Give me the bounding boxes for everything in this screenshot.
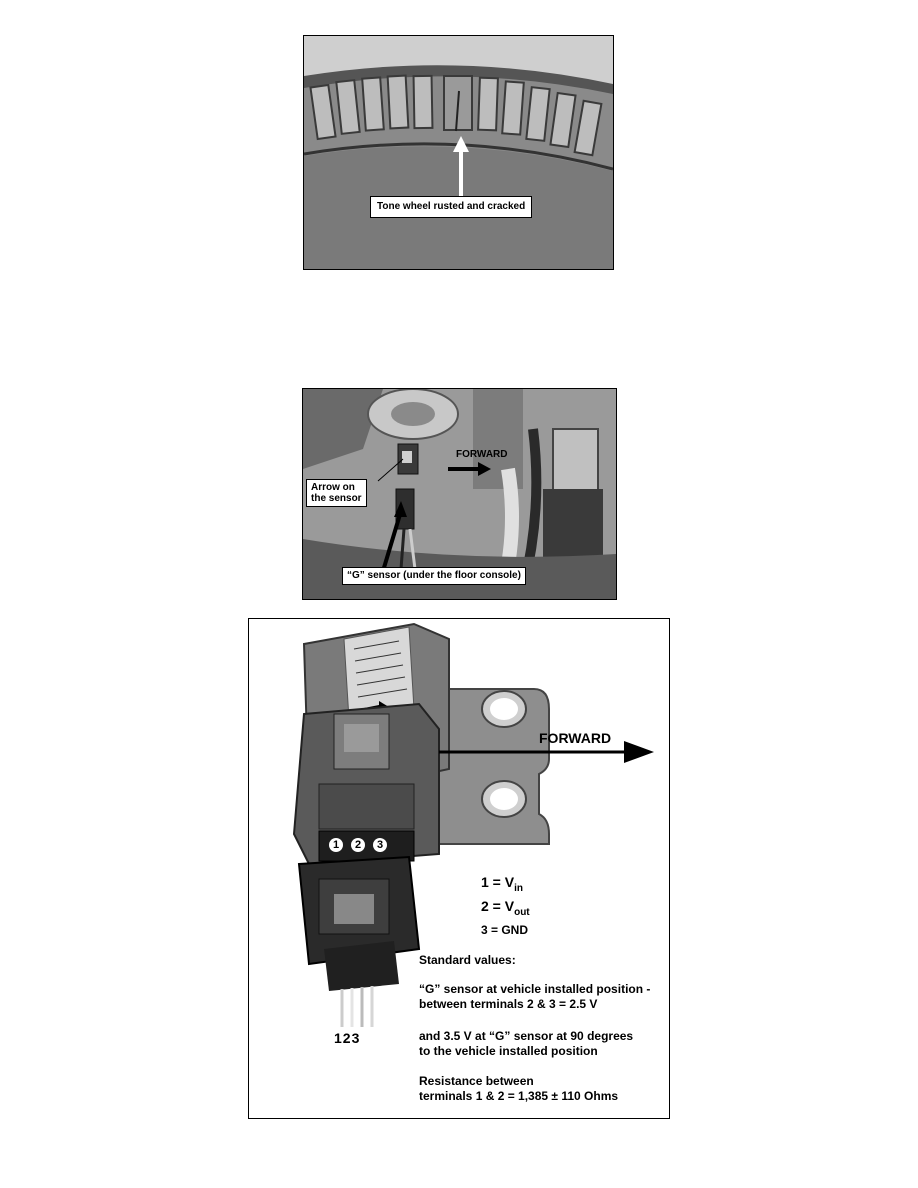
g-sensor-callout: “G” sensor (under the floor console) bbox=[342, 567, 526, 585]
pin2-sub: out bbox=[514, 906, 530, 918]
g-sensor-location-photo bbox=[302, 388, 617, 600]
pin1-prefix: 1 = V bbox=[481, 874, 515, 890]
pin2-definition bbox=[481, 899, 530, 920]
forward-label-diagram: FORWARD bbox=[539, 730, 612, 746]
tone-wheel-photo bbox=[303, 35, 614, 270]
pin-3-marker: 3 bbox=[373, 838, 387, 852]
pin2-prefix: 2 = V bbox=[481, 898, 515, 914]
arrow-callout-line2: the sensor bbox=[311, 493, 362, 504]
pin1-sub: in bbox=[514, 882, 523, 894]
g-sensor-spec-figure bbox=[248, 618, 670, 1119]
pin1-definition bbox=[481, 875, 523, 896]
spec3-line2: terminals 1 & 2 = 1,385 ± 110 Ohms bbox=[419, 1089, 619, 1103]
tone-wheel-callout: Tone wheel rusted and cracked bbox=[370, 196, 532, 218]
wire-numbers: 123 bbox=[334, 1030, 361, 1046]
pin-2-marker: 2 bbox=[351, 838, 365, 852]
spec3-line1: Resistance between bbox=[419, 1074, 534, 1088]
spec1-line2: between terminals 2 & 3 = 2.5 V bbox=[419, 997, 598, 1011]
spec2-line1: and 3.5 V at “G” sensor at 90 degrees bbox=[419, 1029, 634, 1043]
tone-wheel-illustration bbox=[304, 36, 613, 269]
forward-label-photo: FORWARD bbox=[456, 449, 508, 460]
arrow-callout-line1: Arrow on bbox=[311, 482, 355, 493]
spec1-line1: “G” sensor at vehicle installed position - bbox=[419, 982, 651, 996]
pin3-definition: 3 = GND bbox=[481, 923, 529, 937]
arrow-on-sensor-callout bbox=[306, 479, 367, 507]
pin-1-marker: 1 bbox=[329, 838, 343, 852]
standard-values-title: Standard values: bbox=[419, 953, 516, 967]
spec2-line2: to the vehicle installed position bbox=[419, 1044, 598, 1058]
